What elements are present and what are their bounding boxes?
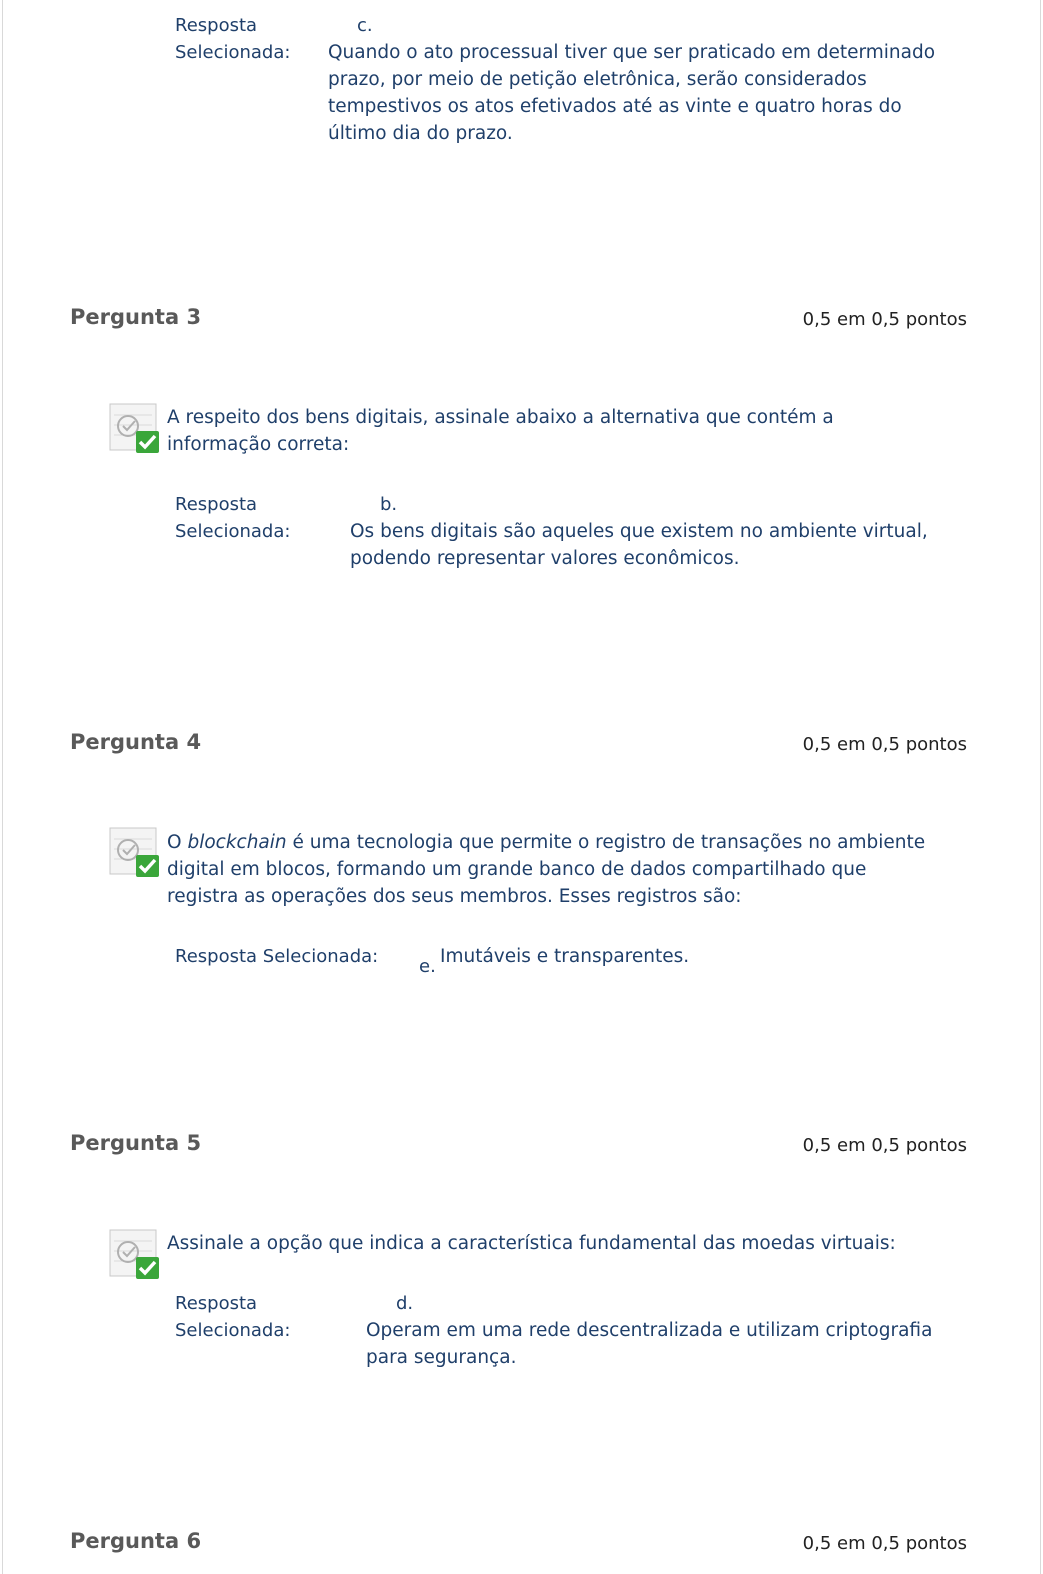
question-5-answer-label-line1: Resposta — [175, 1293, 258, 1314]
previous-answer-label-line2: Selecionada: — [175, 42, 291, 63]
question-4-text-suffix: é uma tecnologia que permite o registro de transações no ambiente digital em blocos, formando um grande banco de dados compartilhado que registra as operações dos seus membros. Esses registros são: — [167, 832, 926, 907]
correct-answer-check-icon — [109, 1229, 161, 1281]
question-4-points: 0,5 em 0,5 pontos — [802, 734, 967, 755]
correct-answer-check-icon — [109, 827, 161, 879]
question-4-header — [70, 730, 967, 760]
question-5-header — [70, 1131, 967, 1161]
question-5-text: Assinale a opção que indica a característica fundamental das moedas virtuais: — [167, 1233, 896, 1254]
question-3-answer-letter: b. — [380, 494, 398, 515]
question-4-answer-letter: e. — [419, 956, 436, 977]
question-6-points: 0,5 em 0,5 pontos — [802, 1533, 967, 1554]
question-6-title: Pergunta 6 — [70, 1529, 202, 1553]
question-3-points: 0,5 em 0,5 pontos — [802, 309, 967, 330]
question-3-header — [70, 305, 967, 335]
question-4-answer-label: Resposta Selecionada: — [175, 946, 379, 967]
question-3-text: A respeito dos bens digitais, assinale abaixo a alternativa que contém a informação correta: — [167, 407, 834, 455]
question-5-title: Pergunta 5 — [70, 1131, 202, 1155]
question-3-answer-text: Os bens digitais são aqueles que existem no ambiente virtual, podendo representar valores econômicos. — [350, 521, 928, 569]
question-4-text-prefix: O — [167, 832, 188, 853]
question-4-text-italic: blockchain — [187, 832, 287, 853]
question-4-title: Pergunta 4 — [70, 730, 202, 754]
previous-answer-letter: c. — [357, 15, 373, 36]
question-4-answer-text: Imutáveis e transparentes. — [440, 946, 690, 967]
question-5-answer-text: Operam em uma rede descentralizada e utilizam criptografia para segurança. — [366, 1320, 933, 1368]
question-3-answer-label-line2: Selecionada: — [175, 521, 291, 542]
previous-answer-text: Quando o ato processual tiver que ser praticado em determinado prazo, por meio de petição eletrônica, serão considerados tempestivos os atos efetivados até as vinte e quatro horas do último dia do prazo. — [328, 42, 936, 144]
question-6-header — [70, 1529, 967, 1559]
question-5-points: 0,5 em 0,5 pontos — [802, 1135, 967, 1156]
question-3-answer-label-line1: Resposta — [175, 494, 258, 515]
previous-answer-label-line1: Resposta — [175, 15, 258, 36]
question-4-text — [167, 829, 937, 910]
correct-answer-check-icon — [109, 403, 161, 455]
question-5-answer-label-line2: Selecionada: — [175, 1320, 291, 1341]
question-3-title: Pergunta 3 — [70, 305, 202, 329]
question-5-answer-letter: d. — [396, 1293, 414, 1314]
